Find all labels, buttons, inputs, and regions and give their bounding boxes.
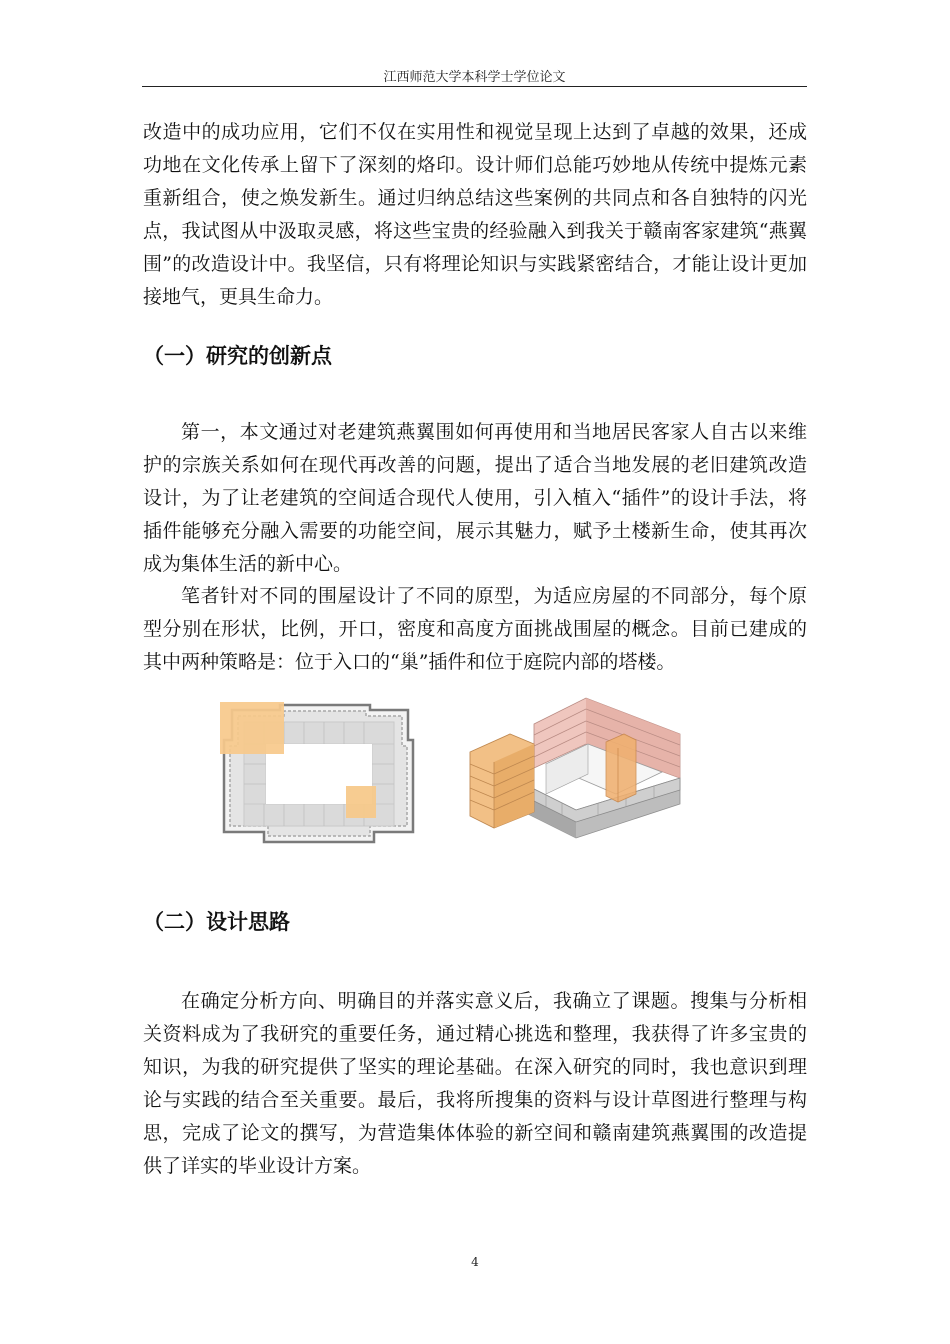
- innovation-paragraph-1: 第一，本文通过对老建筑燕翼围如何再使用和当地居民客家人自古以来维护的宗族关系如何在现代再改善的问题，提出了适合当地发展的老旧建筑改造设计，为了让老建筑的空间适合现代人使用，引入植入“插件”的设计手法，将插件能够充分融入需要的功能空间，展示其魅力，赋予土楼新生命，使其再次成为集体生活的新中心。: [143, 421, 807, 575]
- page-number: 4: [471, 1255, 479, 1269]
- innovation-paragraph-2: 笔者针对不同的围屋设计了不同的原型，为适应房屋的不同部分，每个原型分别在形状，比例，开口，密度和高度方面挑战围屋的概念。目前已建成的其中两种策略是：位于入口的“巢”插件和位于庭院内部的塔楼。: [143, 585, 807, 673]
- section-heading-design-idea: （二）设计思路: [143, 910, 290, 934]
- running-header: 江西师范大学本科学士学位论文: [383, 70, 566, 85]
- header-divider: [142, 86, 807, 87]
- intro-paragraph: 改造中的成功应用，它们不仅在实用性和视觉呈现上达到了卓越的效果，还成功地在文化传承上留下了深刻的烙印。设计师们总能巧妙地从传统中提炼元素重新组合，使之焕发新生。通过归纳总结这些案例的共同点和各自独特的闪光点，我试图从中汲取灵感，将这些宝贵的经验融入到我关于赣南客家建筑“燕翼围”的改造设计中。我坚信，只有将理论知识与实践紧密结合，才能让设计更加接地气，更具生命力。: [143, 121, 807, 308]
- section-heading-innovation: （一）研究的创新点: [143, 344, 332, 368]
- axonometric-diagram-icon: [470, 698, 680, 838]
- design-idea-paragraph: 在确定分析方向、明确目的并落实意义后，我确立了课题。搜集与分析相关资料成为了我研究的重要任务，通过精心挑选和整理，我获得了许多宝贵的知识，为我的研究提供了坚实的理论基础。在深入研究的同时，我也意识到理论与实践的结合至关重要。最后，我将所搜集的资料与设计草图进行整理与构思，完成了论文的撰写，为营造集体体验的新空间和赣南建筑燕翼围的改造提供了详实的毕业设计方案。: [143, 990, 807, 1177]
- floor-plan-diagram-icon: [220, 702, 413, 842]
- tower-insert-volume: [606, 734, 636, 802]
- nest-insert-block: [220, 702, 284, 754]
- axonometric-figure: [466, 694, 684, 844]
- tower-insert-block: [346, 786, 376, 818]
- floor-plan-figure: [220, 700, 416, 852]
